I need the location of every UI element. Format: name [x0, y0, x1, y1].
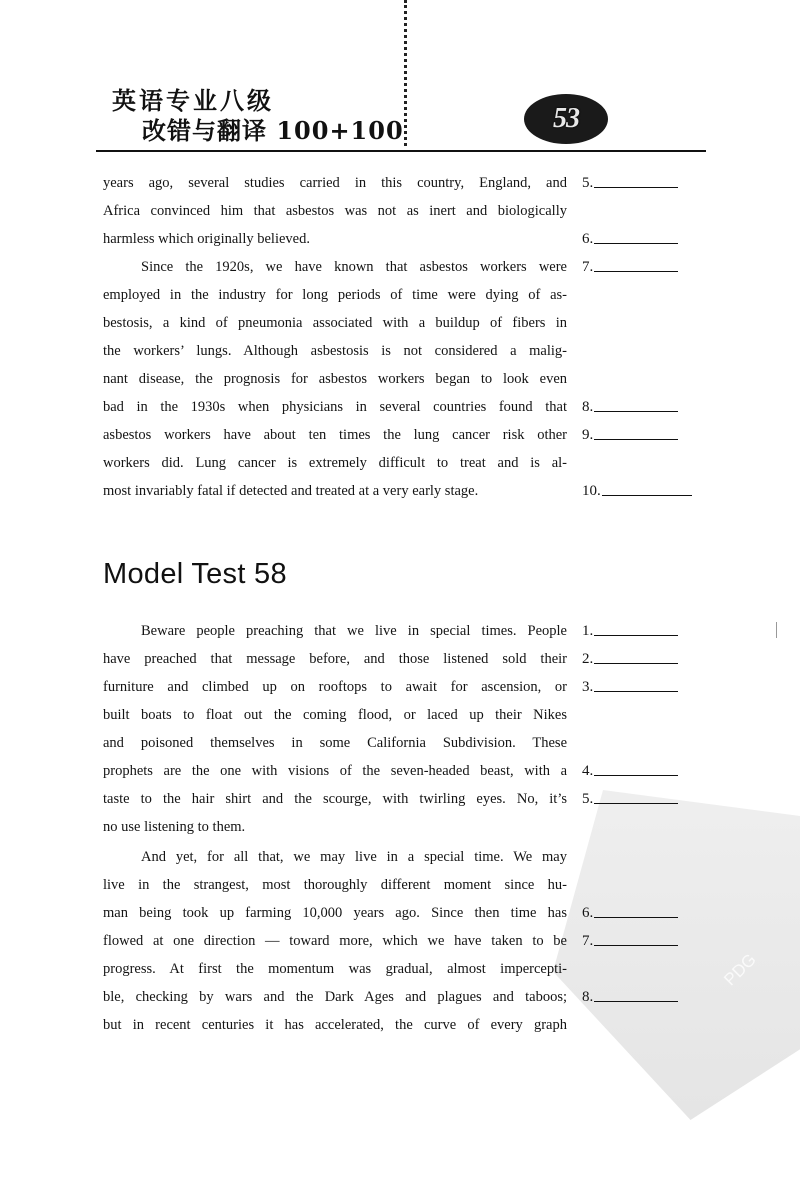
answer-number: 10. [582, 483, 601, 499]
answer-line[interactable] [602, 477, 692, 496]
answer-line[interactable] [594, 757, 678, 776]
answer-blank-8[interactable] [582, 393, 678, 421]
answer-number: 2. [582, 651, 594, 667]
answer-line[interactable] [594, 899, 678, 918]
passage-line: nant disease, the prognosis for asbestos workers began to look even [103, 371, 567, 387]
answer-line[interactable] [594, 785, 678, 804]
answer-blank-4[interactable] [582, 757, 678, 785]
passage-line: man being took up farming 10,000 years ago. Since then time has [103, 905, 567, 921]
answer-blank-5[interactable] [582, 169, 678, 197]
answer-line[interactable] [594, 169, 678, 188]
passage-line: have preached that message before, and those listened sold their [103, 651, 567, 667]
answer-line[interactable] [594, 225, 678, 244]
answer-line[interactable] [594, 617, 678, 636]
passage-line: Since the 1920s, we have known that asbestos workers were [141, 259, 567, 275]
passage-line: the workers’ lungs. Although asbestosis is not considered a malig- [103, 343, 567, 359]
passage-line: flowed at one direction — toward more, which we have taken to be [103, 933, 567, 949]
book-title [112, 86, 404, 146]
passage-line: employed in the industry for long periods of time were dying of as- [103, 287, 567, 303]
answer-number: 7. [582, 259, 594, 275]
passage-line: years ago, several studies carried in this country, England, and [103, 175, 567, 191]
answer-number: 5. [582, 175, 594, 191]
passage-line: built boats to float out the coming flood, or laced up their Nikes [103, 707, 567, 723]
book-title-line-1: 英语专业八级 [112, 86, 274, 115]
answer-line[interactable] [594, 983, 678, 1002]
answer-line[interactable] [594, 393, 678, 412]
header-rule [96, 150, 706, 152]
passage-line: but in recent centuries it has accelerated, the curve of every graph [103, 1017, 567, 1033]
answer-blank-3[interactable] [582, 673, 678, 701]
passage-line: Africa convinced him that asbestos was not as inert and biologically [103, 203, 567, 219]
passage-line: bestosis, a kind of pneumonia associated with a buildup of fibers in [103, 315, 567, 331]
passage-line: And yet, for all that, we may live in a special time. We may [141, 849, 567, 865]
answer-blank-2[interactable] [582, 645, 678, 673]
answer-number: 3. [582, 679, 594, 695]
answer-number: 8. [582, 989, 594, 1005]
answer-blank-10[interactable] [582, 477, 692, 505]
passage-line: live in the strangest, most thoroughly different moment since hu- [103, 877, 567, 893]
answer-line[interactable] [594, 927, 678, 946]
passage-line: taste to the hair shirt and the scourge, with twirling eyes. No, it’s [103, 791, 567, 807]
answer-number: 6. [582, 905, 594, 921]
passage-line: bad in the 1930s when physicians in several countries found that [103, 399, 567, 415]
passage-line: prophets are the one with visions of the seven-headed beast, with a [103, 763, 567, 779]
answer-line[interactable] [594, 645, 678, 664]
answer-number: 7. [582, 933, 594, 949]
passage-line: harmless which originally believed. [103, 231, 310, 247]
answer-blank-1[interactable] [582, 617, 678, 645]
answer-blank-8[interactable] [582, 983, 678, 1011]
answer-number: 6. [582, 231, 594, 247]
passage-line: Beware people preaching that we live in special times. People [141, 623, 567, 639]
passage-line: asbestos workers have about ten times the lung cancer risk other [103, 427, 567, 443]
page-number: 53 [553, 103, 579, 134]
answer-blank-7[interactable] [582, 927, 678, 955]
watermark-pdg-text: PDG [720, 949, 760, 990]
answer-blank-7[interactable] [582, 253, 678, 281]
page-number-badge [524, 94, 608, 144]
passage-line: progress. At first the momentum was gradual, almost impercepti- [103, 961, 567, 977]
answer-blank-5[interactable] [582, 785, 678, 813]
passage-line: most invariably fatal if detected and treated at a very early stage. [103, 483, 479, 499]
answer-number: 5. [582, 791, 594, 807]
section-heading: Model Test 58 [103, 558, 287, 590]
passage-line: furniture and climbed up on rooftops to await for ascension, or [103, 679, 567, 695]
answer-blank-9[interactable] [582, 421, 678, 449]
book-title-line-2: 改错与翻译 100+100 [142, 116, 404, 145]
library-stamp-watermark [553, 790, 800, 1120]
answer-number: 8. [582, 399, 594, 415]
passage-line: and poisoned themselves in some California Subdivision. These [103, 735, 567, 751]
answer-blank-6[interactable] [582, 225, 678, 253]
answer-line[interactable] [594, 253, 678, 272]
passage-line: ble, checking by wars and the Dark Ages and plagues and taboos; [103, 989, 567, 1005]
answer-number: 9. [582, 427, 594, 443]
header-dotted-divider [404, 0, 407, 146]
passage-line: no use listening to them. [103, 819, 246, 835]
answer-line[interactable] [594, 421, 678, 440]
margin-mark [776, 622, 777, 638]
passage-line: workers did. Lung cancer is extremely difficult to treat and is al- [103, 455, 567, 471]
answer-number: 1. [582, 623, 594, 639]
answer-number: 4. [582, 763, 594, 779]
answer-blank-6[interactable] [582, 899, 678, 927]
answer-line[interactable] [594, 673, 678, 692]
